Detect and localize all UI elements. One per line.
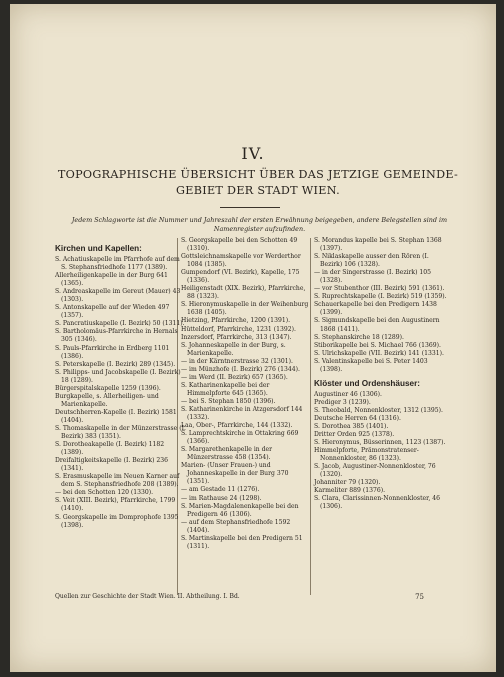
list-entry: S. Veit (XIII. Bezirk), Pfarrkirche, 1799 (1410).: [55, 497, 176, 513]
list-entry: S. Dorothea 385 (1401).: [314, 422, 389, 430]
intro-note: Jedem Schlagworte ist die Nummer und Jahreszahl der ersten Erwähnung beigegeben, andere Belegstellen sind im Namenregister aufzufinden.: [71, 216, 448, 233]
list-entry: Prediger 3 (1239).: [314, 398, 371, 406]
section-heading-churches: Kirchen und Kapellen:: [55, 244, 142, 253]
list-entry: S. Antonskapelle auf der Wieden 497 (1357).: [55, 304, 170, 320]
entry-list: [314, 237, 450, 374]
entry-list: [314, 391, 450, 512]
list-entry: Burgkapelle, s. Allerheiligen- und Marienkapelle.: [55, 392, 159, 408]
list-entry: Deutschherren-Kapelle (I. Bezirk) 1581 (1404).: [55, 408, 177, 424]
list-entry: — vor Stubenthor (III. Bezirk) 591 (1361).: [314, 285, 445, 293]
list-entry: S. Dorotheakapelle (I. Bezirk) 1182 (1389).: [55, 441, 165, 457]
list-entry: Bürgerspitalskapelle 1259 (1396).: [55, 384, 161, 392]
list-entry: — im Rathause 24 (1298).: [181, 494, 262, 502]
list-entry: S. Achatiuskapelle im Pfarrhofe auf dem S. Stephansfriedhofe 1177 (1389).: [55, 256, 180, 272]
list-entry: Stiborikapelle bei S. Michael 766 (1369).: [314, 341, 441, 349]
list-entry: S. Erasmuskapelle im Neuen Karner auf dem S. Stephansfriedhofe 208 (1389).: [55, 473, 180, 489]
list-entry: S. Jacob, Augustiner-Nonnenkloster, 76 (1320).: [314, 463, 436, 479]
list-entry: S. Theobald, Nonnenkloster, 1312 (1395).: [314, 406, 443, 414]
list-entry: Hietzing, Pfarrkirche, 1200 (1391).: [181, 317, 291, 325]
list-entry: S. Niklaskapelle ausser den Rören (I. Bezirk) 106 (1328).: [314, 253, 429, 269]
page: [10, 4, 496, 672]
chapter-number: IV.: [241, 144, 265, 163]
page-title: TOPOGRAPHISCHE ÜBERSICHT ÜBER DAS JETZIGE GEMEINDE-GEBIET DER STADT WIEN.: [57, 168, 459, 197]
entry-list: [55, 256, 187, 530]
list-entry: S. Georgskapelle im Domprophofe 1395 (1398).: [55, 513, 179, 529]
list-entry: S. Morandus kapelle bei S. Stephan 1368 (1397).: [314, 237, 442, 253]
column-3: [314, 237, 450, 512]
page-number: 75: [415, 593, 424, 601]
list-entry: S. Bartholomäus-Pfarrkirche in Hernals 305 (1346).: [55, 328, 178, 344]
list-entry: Laa, Ober-, Pfarrkirche, 144 (1332).: [181, 422, 293, 430]
list-entry: — bei S. Stephan 1850 (1396).: [181, 397, 276, 405]
list-entry: S. Andreaskapelle im Gereut (Mauer) 43 (1303).: [55, 288, 181, 304]
list-entry: Karmeliter 889 (1376).: [314, 487, 386, 495]
list-entry: — im Werd (II. Bezirk) 657 (1365).: [181, 373, 288, 381]
column-1: [55, 237, 187, 530]
list-entry: S. Lamprechtskirche in Ottakring 669 (1366).: [181, 430, 299, 446]
column-2: [181, 237, 311, 551]
list-entry: Heiligenstadt (XIX. Bezirk), Pfarrkirche, 88 (1323).: [181, 285, 306, 301]
list-entry: S. Peterskapelle (I. Bezirk) 289 (1345).: [55, 360, 176, 368]
list-entry: Schauerkapelle bei den Predigern 1438 (1399).: [314, 301, 437, 317]
list-entry: — in der Kärntnerstrasse 32 (1301).: [181, 357, 293, 365]
list-entry: S. Sigmundskapelle bei den Augustinern 1868 (1411).: [314, 317, 440, 333]
list-entry: — in der Singerstrasse (I. Bezirk) 105 (1328).: [314, 269, 432, 285]
list-entry: S. Martinskapelle bei den Predigern 51 (1311).: [181, 534, 303, 550]
list-entry: Hütteldorf, Pfarrkirche, 1231 (1392).: [181, 325, 296, 333]
list-entry: Johanniter 79 (1320).: [314, 479, 381, 487]
list-entry: Inzersdorf, Pfarrkirche, 313 (1347).: [181, 333, 292, 341]
list-entry: S. Stephanskirche 18 (1289).: [314, 333, 404, 341]
list-entry: S. Katharinenkapelle bei der Himmelpforte 645 (1365).: [181, 381, 270, 397]
list-entry: S. Valentinskapelle bei S. Peter 1403 (1398).: [314, 357, 428, 373]
list-entry: S. Thomaskapelle in der Münzerstrasse (I. Bezirk) 383 (1351).: [55, 424, 186, 441]
list-entry: S. Philipps- und Jacobskapelle (I. Bezirk) 18 (1289).: [55, 368, 181, 384]
entry-list: [181, 237, 311, 551]
list-entry: S. Clara, Clarissinnen-Nonnenkloster, 46 (1306).: [314, 495, 440, 511]
list-entry: Deutsche Herren 64 (1316).: [314, 414, 401, 422]
list-entry: S. Ruprechtskapelle (I. Bezirk) 519 (1359).: [314, 293, 447, 301]
list-entry: S. Hieronymus, Büsserinnen, 1123 (1387).: [314, 439, 446, 447]
list-entry: Himmelpforte, Prämonstratenser-Nonnenkloster, 86 (1323).: [314, 447, 419, 463]
list-entry: Allerheiligenkapelle in der Burg 641 (1365).: [55, 272, 168, 288]
list-entry: S. Pauls-Pfarrkirche in Erdberg 1101 (1386).: [55, 344, 170, 360]
list-entry: — auf dem Stephansfriedhofe 1592 (1404).: [181, 518, 291, 534]
list-entry: Dritter Orden 925 (1378).: [314, 431, 395, 439]
list-entry: — im Münzhofe (I. Bezirk) 276 (1344).: [181, 365, 300, 373]
list-entry: S. Marien-Magdalenenkapelle bei den Predigern 46 (1306).: [181, 502, 299, 518]
list-entry: — am Gestade 11 (1276).: [181, 486, 260, 494]
list-entry: Marien- (Unser Frauen-) und Johanneskapelle in der Burg 370 (1351).: [181, 462, 289, 486]
list-entry: S. Margarethenkapelle in der Münzerstrasse 458 (1354).: [181, 446, 273, 462]
list-entry: S. Katharinenkirche in Atzgersdorf 144 (1332).: [181, 405, 303, 422]
list-entry: Augustiner 46 (1306).: [314, 390, 382, 398]
list-entry: — bei den Schotten 120 (1330).: [55, 489, 154, 497]
footer-source: Quellen zur Geschichte der Stadt Wien. II. Abtheilung. I. Bd.: [55, 593, 240, 600]
divider: [220, 207, 280, 208]
list-entry: Dreifaltigkeitskapelle (I. Bezirk) 236 (1341).: [55, 457, 169, 473]
list-entry: S. Georgskapelle bei den Schotten 49 (1310).: [181, 237, 298, 253]
list-entry: S. Johanneskapelle in der Burg, s. Marienkapelle.: [181, 341, 286, 357]
list-entry: S. Ulrichskapelle (VII. Bezirk) 141 (1331).: [314, 349, 444, 357]
section-heading-monasteries: Klöster und Ordenshäuser:: [314, 378, 421, 388]
list-entry: Gottsleichnamskapelle vor Werderthor 1084 (1385).: [181, 253, 301, 269]
list-entry: Gumpendorf (VI. Bezirk), Kapelle, 175 (1336).: [181, 269, 300, 285]
list-entry: S. Pancratiuskapelle (I. Bezirk) 50 (1311).: [55, 320, 185, 328]
list-entry: S. Hieronymuskapelle in der Weihenburg 1638 (1405).: [181, 301, 309, 317]
